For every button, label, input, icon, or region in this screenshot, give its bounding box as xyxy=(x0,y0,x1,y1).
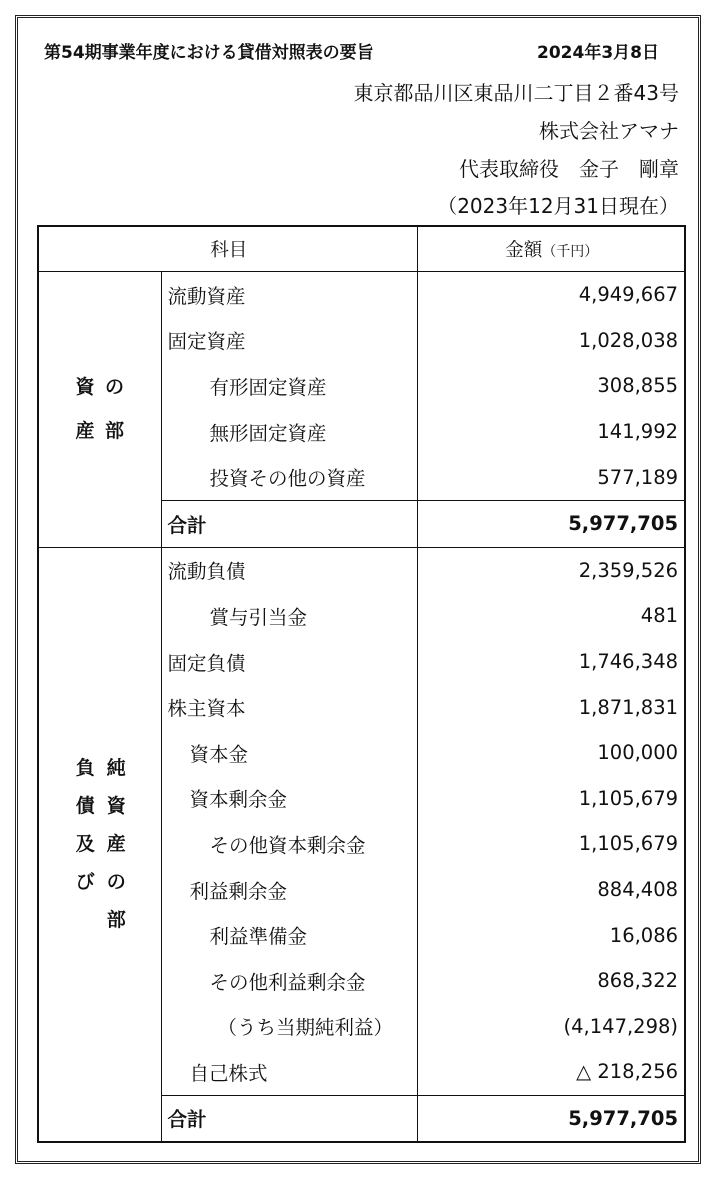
group-assets-line2: 産 部 xyxy=(75,420,127,443)
row-amount: 481 xyxy=(417,593,685,639)
row-label: 賞与引当金 xyxy=(161,593,417,639)
row-amount: △ 218,256 xyxy=(417,1049,685,1095)
row-amount: 100,000 xyxy=(417,730,685,776)
row-amount: 868,322 xyxy=(417,958,685,1004)
row-label: （うち当期純利益） xyxy=(161,1004,417,1050)
row-amount: 16,086 xyxy=(417,912,685,958)
row-label: 資本剰余金 xyxy=(161,776,417,822)
row-label: 自己株式 xyxy=(161,1049,417,1095)
row-label: 固定負債 xyxy=(161,639,417,685)
company-name: 株式会社アマナ xyxy=(539,119,679,143)
document-title: 第54期事業年度における貸借対照表の要旨 xyxy=(44,43,374,63)
table-row xyxy=(38,547,685,593)
row-label: 無形固定資産 xyxy=(161,409,417,455)
row-amount: 1,105,679 xyxy=(417,821,685,867)
row-label: 投資その他の資産 xyxy=(161,454,417,500)
header-item: 科目 xyxy=(38,226,417,272)
header-amount: 金額（千円） xyxy=(417,226,685,272)
table-header-row xyxy=(38,226,685,272)
row-amount: (4,147,298) xyxy=(417,1004,685,1050)
total-amount: 5,977,705 xyxy=(417,1095,685,1142)
group-liab-col1: 負 債 及 び xyxy=(75,757,95,894)
row-amount: 1,028,038 xyxy=(417,318,685,364)
row-label: 流動資産 xyxy=(161,272,417,318)
row-label: 利益準備金 xyxy=(161,912,417,958)
row-label: 流動負債 xyxy=(161,547,417,593)
group-assets xyxy=(38,272,161,548)
group-liab-col2: 純 資 産 の 部 xyxy=(106,757,126,932)
row-label: 利益剰余金 xyxy=(161,867,417,913)
group-assets-line1: 資 の xyxy=(75,376,127,399)
balance-sheet-table xyxy=(37,225,686,1143)
row-amount: 577,189 xyxy=(417,454,685,500)
row-amount: 308,855 xyxy=(417,363,685,409)
total-label: 合計 xyxy=(161,1095,417,1142)
table-row xyxy=(38,272,685,318)
row-amount: 884,408 xyxy=(417,867,685,913)
representative: 代表取締役 金子 剛章 xyxy=(459,157,679,181)
row-label: 資本金 xyxy=(161,730,417,776)
row-amount: 1,871,831 xyxy=(417,684,685,730)
row-amount: 2,359,526 xyxy=(417,547,685,593)
row-amount: 1,105,679 xyxy=(417,776,685,822)
as-of-date: （2023年12月31日現在） xyxy=(437,194,679,218)
row-amount: 141,992 xyxy=(417,409,685,455)
row-label: 有形固定資産 xyxy=(161,363,417,409)
company-address: 東京都品川区東品川二丁目２番43号 xyxy=(353,81,679,105)
total-amount: 5,977,705 xyxy=(417,500,685,547)
group-liabilities-net-assets xyxy=(38,547,161,1142)
row-label: 株主資本 xyxy=(161,684,417,730)
total-label: 合計 xyxy=(161,500,417,547)
row-amount: 1,746,348 xyxy=(417,639,685,685)
row-amount: 4,949,667 xyxy=(417,272,685,318)
row-label: その他資本剰余金 xyxy=(161,821,417,867)
header-amount-unit: （千円） xyxy=(542,244,599,260)
row-label: 固定資産 xyxy=(161,318,417,364)
document-date: 2024年3月8日 xyxy=(537,43,659,63)
row-label: その他利益剰余金 xyxy=(161,958,417,1004)
